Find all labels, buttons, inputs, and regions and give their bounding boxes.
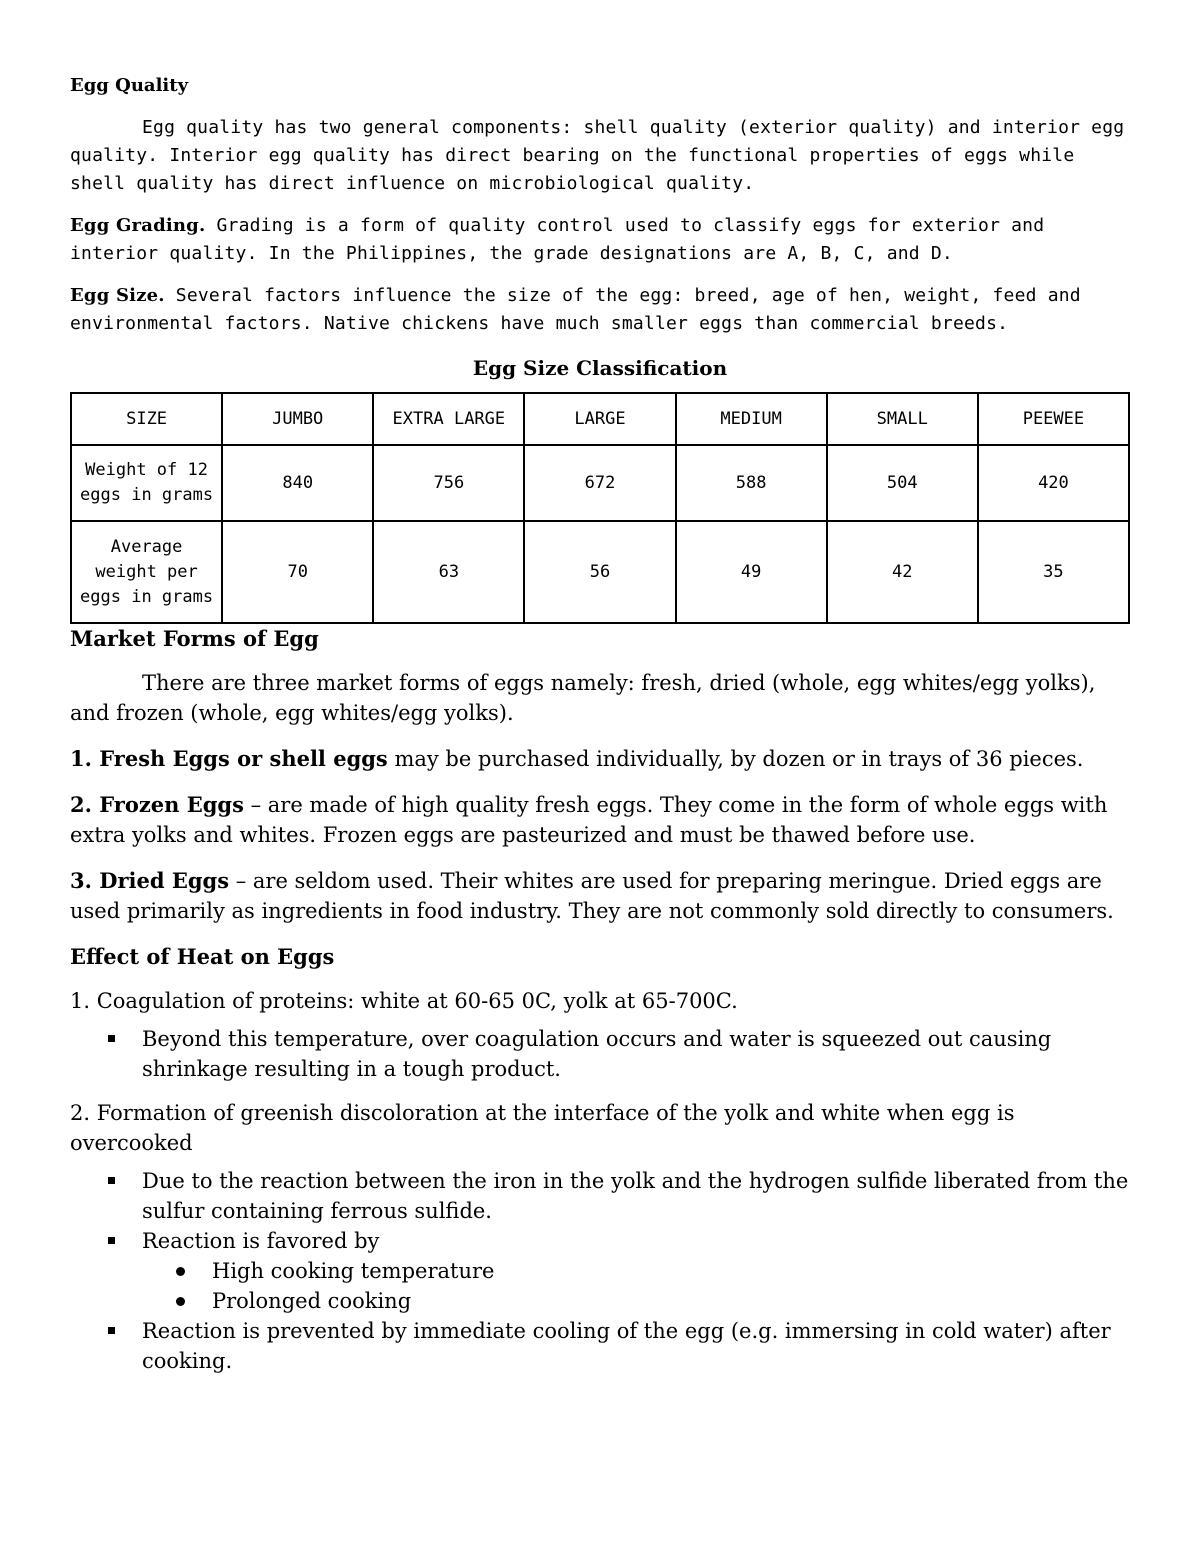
heat-point-1-list	[70, 1024, 1130, 1084]
market-forms-intro: There are three market forms of eggs namely: fresh, dried (whole, egg whites/egg yolks), and frozen (whole, egg whites/egg yolks).	[70, 671, 1096, 725]
egg-size-lead: Egg Size.	[70, 285, 165, 306]
market-form-lead: 2. Frozen Eggs	[70, 792, 244, 817]
table-cell: 56	[524, 521, 675, 623]
egg-size-text: Several factors influence the size of the egg: breed, age of hen, weight, feed and environmental factors. Native chickens have much smaller eggs than commercial breeds.	[70, 285, 1081, 334]
table-header-cell: LARGE	[524, 393, 675, 445]
table-header-cell: SMALL	[827, 393, 978, 445]
egg-quality-heading: Egg Quality	[70, 75, 189, 96]
market-forms-heading: Market Forms of Egg	[70, 626, 319, 651]
table-header-cell: JUMBO	[222, 393, 373, 445]
table-row	[71, 445, 1129, 521]
table-cell: 672	[524, 445, 675, 521]
list-item	[70, 1166, 1130, 1226]
table-cell: 63	[373, 521, 524, 623]
market-form-lead: 1. Fresh Eggs or shell eggs	[70, 746, 388, 771]
table-cell: 756	[373, 445, 524, 521]
favored-by-list	[142, 1256, 1130, 1316]
table-cell: 504	[827, 445, 978, 521]
square-bullet-icon	[108, 1237, 115, 1244]
table-cell: 420	[978, 445, 1129, 521]
egg-size-paragraph	[70, 282, 1130, 338]
list-item	[70, 1316, 1130, 1376]
market-form-item	[70, 790, 1130, 850]
table-row-label: Average weight per eggs in grams	[71, 521, 222, 623]
egg-grading-lead: Egg Grading.	[70, 215, 206, 236]
list-item-text: High cooking temperature	[212, 1259, 495, 1283]
table-header-cell: PEEWEE	[978, 393, 1129, 445]
market-form-item	[70, 866, 1130, 926]
egg-quality-paragraph: Egg quality has two general components: shell quality (exterior quality) and interior egg quality. Interior egg quality has direct bearing on the functional properties of eggs while shell quality has direct influence on microbiological quality.	[70, 117, 1125, 194]
table-cell: 42	[827, 521, 978, 623]
market-form-lead: 3. Dried Eggs	[70, 868, 230, 893]
table-cell: 70	[222, 521, 373, 623]
table-cell: 35	[978, 521, 1129, 623]
list-item-text: Due to the reaction between the iron in the yolk and the hydrogen sulfide liberated from the sulfur containing ferrous sulfide.	[142, 1169, 1129, 1223]
table-header-cell: MEDIUM	[676, 393, 827, 445]
square-bullet-icon	[108, 1035, 115, 1042]
list-item	[70, 1226, 1130, 1316]
table-row-label: Weight of 12 eggs in grams	[71, 445, 222, 521]
heat-effect-heading: Effect of Heat on Eggs	[70, 944, 335, 969]
market-form-text: – are made of high quality fresh eggs. They come in the form of whole eggs with extra yolks and whites. Frozen eggs are pasteurized and must be thawed before use.	[70, 793, 1108, 847]
table-row	[71, 521, 1129, 623]
square-bullet-icon	[108, 1327, 115, 1334]
list-item	[142, 1256, 1130, 1286]
round-bullet-icon	[176, 1267, 185, 1276]
market-form-item	[70, 744, 1130, 774]
list-item-text: Reaction is prevented by immediate cooling of the egg (e.g. immersing in cold water) after cooking.	[142, 1319, 1111, 1373]
table-cell: 840	[222, 445, 373, 521]
list-item-text: Reaction is favored by	[142, 1229, 380, 1253]
list-item	[70, 1024, 1130, 1084]
market-form-text: – are seldom used. Their whites are used for preparing meringue. Dried eggs are used primarily as ingredients in food industry. They are not commonly sold directly to consumers.	[70, 869, 1114, 923]
egg-grading-text: Grading is a form of quality control used to classify eggs for exterior and interior quality. In the Philippines, the grade designations are A, B, C, and D.	[70, 215, 1045, 264]
document-page	[70, 72, 1130, 1376]
table-header-cell: SIZE	[71, 393, 222, 445]
heat-point-2-list	[70, 1166, 1130, 1376]
square-bullet-icon	[108, 1177, 115, 1184]
heat-point-2: 2. Formation of greenish discoloration at the interface of the yolk and white when egg is overcooked	[70, 1101, 1015, 1155]
table-header-cell: EXTRA LARGE	[373, 393, 524, 445]
list-item	[142, 1286, 1130, 1316]
egg-size-table-title: Egg Size Classification	[472, 356, 728, 380]
egg-size-table	[70, 392, 1130, 624]
round-bullet-icon	[176, 1297, 185, 1306]
market-form-text: may be purchased individually, by dozen or in trays of 36 pieces.	[387, 747, 1084, 771]
egg-grading-paragraph	[70, 212, 1130, 268]
table-header-row	[71, 393, 1129, 445]
table-cell: 49	[676, 521, 827, 623]
table-cell: 588	[676, 445, 827, 521]
list-item-text: Beyond this temperature, over coagulation occurs and water is squeezed out causing shrinkage resulting in a tough product.	[142, 1027, 1052, 1081]
heat-point-1: 1. Coagulation of proteins: white at 60-65 0C, yolk at 65-700C.	[70, 989, 738, 1013]
list-item-text: Prolonged cooking	[212, 1289, 412, 1313]
